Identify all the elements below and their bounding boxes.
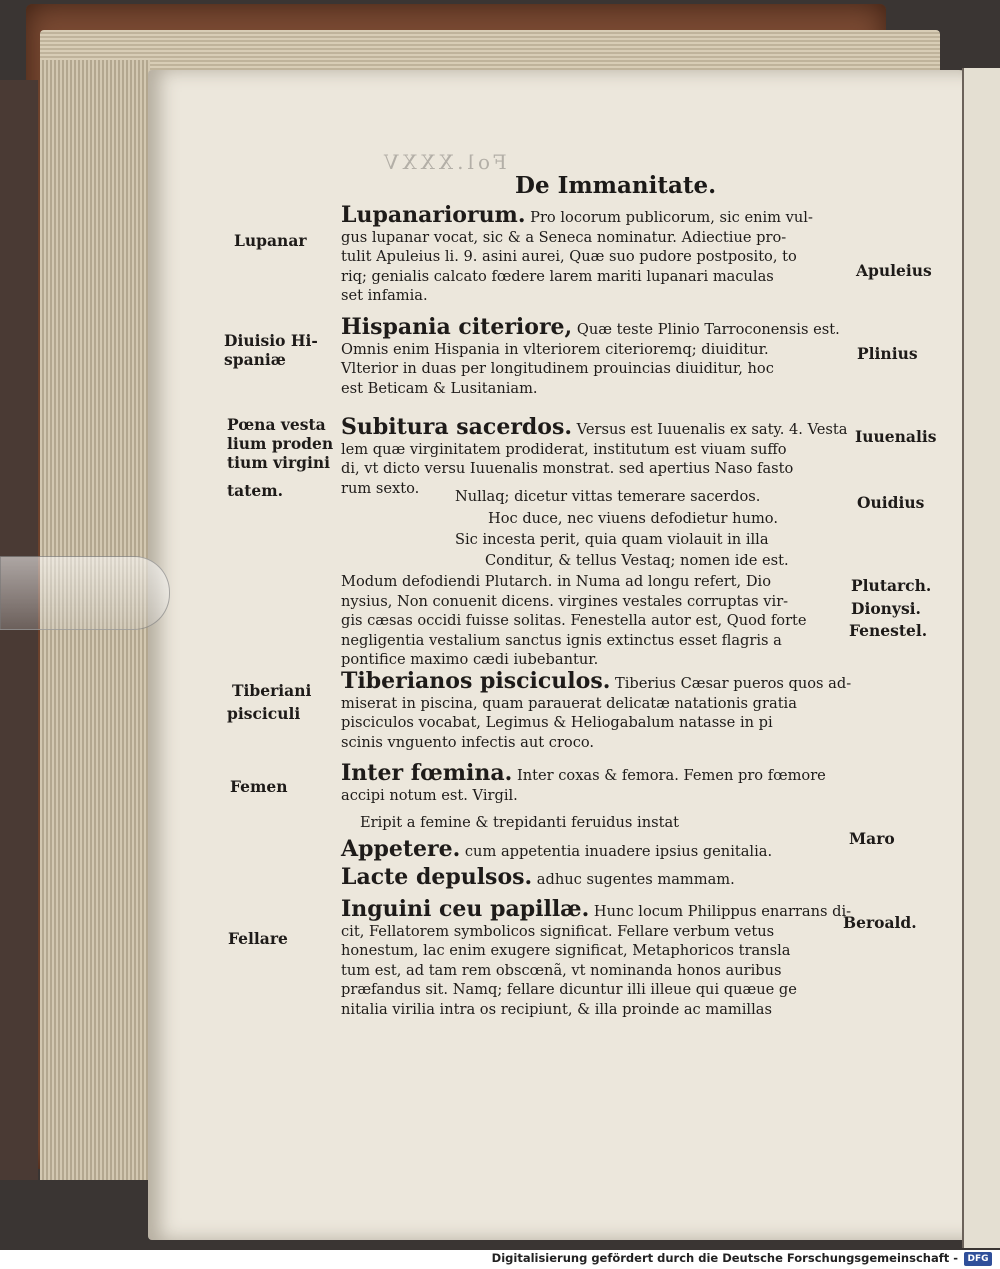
margin-note-left: Diuisio Hi- [224,331,318,350]
running-head: De Immanitate. [515,172,717,199]
margin-note-left: lium proden [227,434,334,453]
margin-note-right: Iuuenalis [855,427,937,446]
entry-lemma: Inter fœmina. [341,760,513,786]
entry-lemma-rest: Hunc locum Philippus enarrans di- [589,903,852,920]
entry-line: gus lupanar vocat, sic & a Seneca nominatur. Adiectiue pro- [341,228,787,246]
entry-lemma: Tiberianos pisciculos. [341,668,611,694]
entry-subitura [341,414,851,498]
entry-inguini [341,896,852,1020]
entry-line: pisciculos vocabat, Legimus & Heliogabalum natasse in pi [341,714,773,732]
page-clip [0,556,170,630]
entry-line: tulit Apuleius li. 9. asini aurei, Quæ suo pudore postposito, to [341,248,797,266]
entry-line: accipi notum est. Virgil. [341,786,518,804]
margin-note-right: Dionysi. [851,599,921,618]
scan-background [0,80,38,1180]
entry-lemma-rest: Inter coxas & femora. Femen pro fœmore [512,767,826,784]
entry-line: rum sexto. [341,479,420,497]
verse-line: Hoc duce, nec viuens defodietur humo. [488,510,778,527]
entry-line [341,668,852,694]
margin-note-left: Lupanar [234,231,307,250]
margin-note-left: Femen [230,777,288,796]
facing-page-edge [962,68,1000,1248]
verse-line: Eripit a femine & trepidanti feruidus instat [360,814,680,831]
entry-line [341,314,851,340]
margin-note-left: Fellare [228,929,288,948]
entry-lemma: Lupanariorum. [341,202,526,228]
entry-line [341,414,851,440]
entry-subitura-continued [341,572,851,670]
entry-line: Modum defodiendi Plutarch. in Numa ad longu refert, Dio [341,573,771,590]
entry-line: Omnis enim Hispania in vlteriorem citerioremq; diuiditur. [341,340,769,358]
margin-note-right: Plinius [857,344,918,363]
entry-line: di, vt dicto versu Iuuenalis monstrat. sed apertius Naso fasto [341,460,794,478]
entry-line: præfandus sit. Namq; fellare dicuntur illi illeue qui quæue ge [341,981,797,999]
entry-line: Vlterior in duas per longitudinem prouincias diuiditur, hoc [341,360,774,378]
entry-line: negligentia vestalium sanctus ignis extinctus esset flagris a [341,631,782,649]
margin-note-left: tatem. [227,481,284,500]
verse-line: Conditur, & tellus Vestaq; nomen ide est. [485,552,789,569]
margin-note-right: Apuleius [856,261,932,280]
entry-line: nitalia virilia intra os recipiunt, & illa proinde ac mamillas [341,1000,772,1018]
margin-note-left: Tiberiani [232,681,312,700]
entry-line: pontifice maximo cædi iubebantur. [341,651,599,669]
margin-note-right: Maro [849,829,895,848]
entry-lemma-rest: Versus est Iuuenalis ex saty. 4. Vesta [572,421,848,438]
entry-hispania [341,314,851,398]
margin-note-right: Beroald. [843,913,917,932]
bleed-through-head: Fol.XXXV [380,150,507,174]
verse-line: Nullaq; dicetur vittas temerare sacerdos. [455,488,761,505]
dfg-logo: DFG [964,1252,992,1266]
entry-lemma-rest: cum appetentia inuadere ipsius genitalia. [460,843,773,860]
entry-line: lem quæ virginitatem prodiderat, institutum est viuam suffo [341,440,787,458]
entry-lemma: Subitura sacerdos. [341,414,573,440]
funding-note: Digitalisierung gefördert durch die Deutsche Forschungsgemeinschaft - [491,1251,958,1265]
entry-line [341,864,851,890]
entry-line: miserat in piscina, quam parauerat delicatæ natationis gratia [341,694,797,712]
entry-lemma: Lacte depulsos. [341,864,533,890]
entry-lupanariorum [341,202,851,306]
entry-line: est Beticam & Lusitaniam. [341,379,538,397]
entry-line [341,896,852,922]
margin-note-right: Fenestel. [849,621,928,640]
margin-note-right: Plutarch. [851,576,932,595]
margin-note-left: Pœna vesta [227,415,326,434]
entry-lemma-rest: adhuc sugentes mammam. [532,871,735,888]
footer-bar [0,1250,1000,1269]
entry-tiberianos [341,668,852,752]
entry-line: nysius, Non conuenit dicens. virgines vestales corruptas vir- [341,592,789,610]
entry-lemma-rest: Tiberius Cæsar pueros quos ad- [610,675,852,692]
margin-note-left: pisciculi [227,704,301,723]
entry-line: riq; genialis calcato fœdere larem mariti lupanari maculas [341,267,774,285]
entry-line [341,760,851,786]
entry-line: honestum, lac enim exugere significat, Metaphoricos transla [341,942,791,960]
entry-lemma-rest: Pro locorum publicorum, sic enim vul- [525,209,813,226]
entry-inter-foemina [341,760,851,805]
margin-note-right: Ouidius [857,493,925,512]
entry-line: set infamia. [341,287,428,305]
entry-line: tum est, ad tam rem obscœnã, vt nominanda honos auribus [341,961,782,979]
entry-lacte [341,864,851,890]
entry-lemma-rest: Quæ teste Plinio Tarroconensis est. [572,321,840,338]
entry-lemma: Hispania citeriore, [341,314,573,340]
entry-lemma: Inguini ceu papillæ. [341,896,590,922]
entry-appetere [341,836,851,862]
verse-line: Sic incesta perit, quia quam violauit in illa [455,531,769,548]
entry-line [341,836,851,862]
entry-line: cit, Fellatorem symbolicos significat. Fellare verbum vetus [341,922,775,940]
entry-lemma: Appetere. [341,836,461,862]
margin-note-left: spaniæ [224,350,286,369]
margin-note-left: tium virgini [227,453,331,472]
entry-line: scinis vnguento infectis aut croco. [341,733,595,751]
entry-line [341,202,851,228]
entry-line: gis cæsas occidi fuisse solitas. Fenestella autor est, Quod forte [341,612,807,630]
